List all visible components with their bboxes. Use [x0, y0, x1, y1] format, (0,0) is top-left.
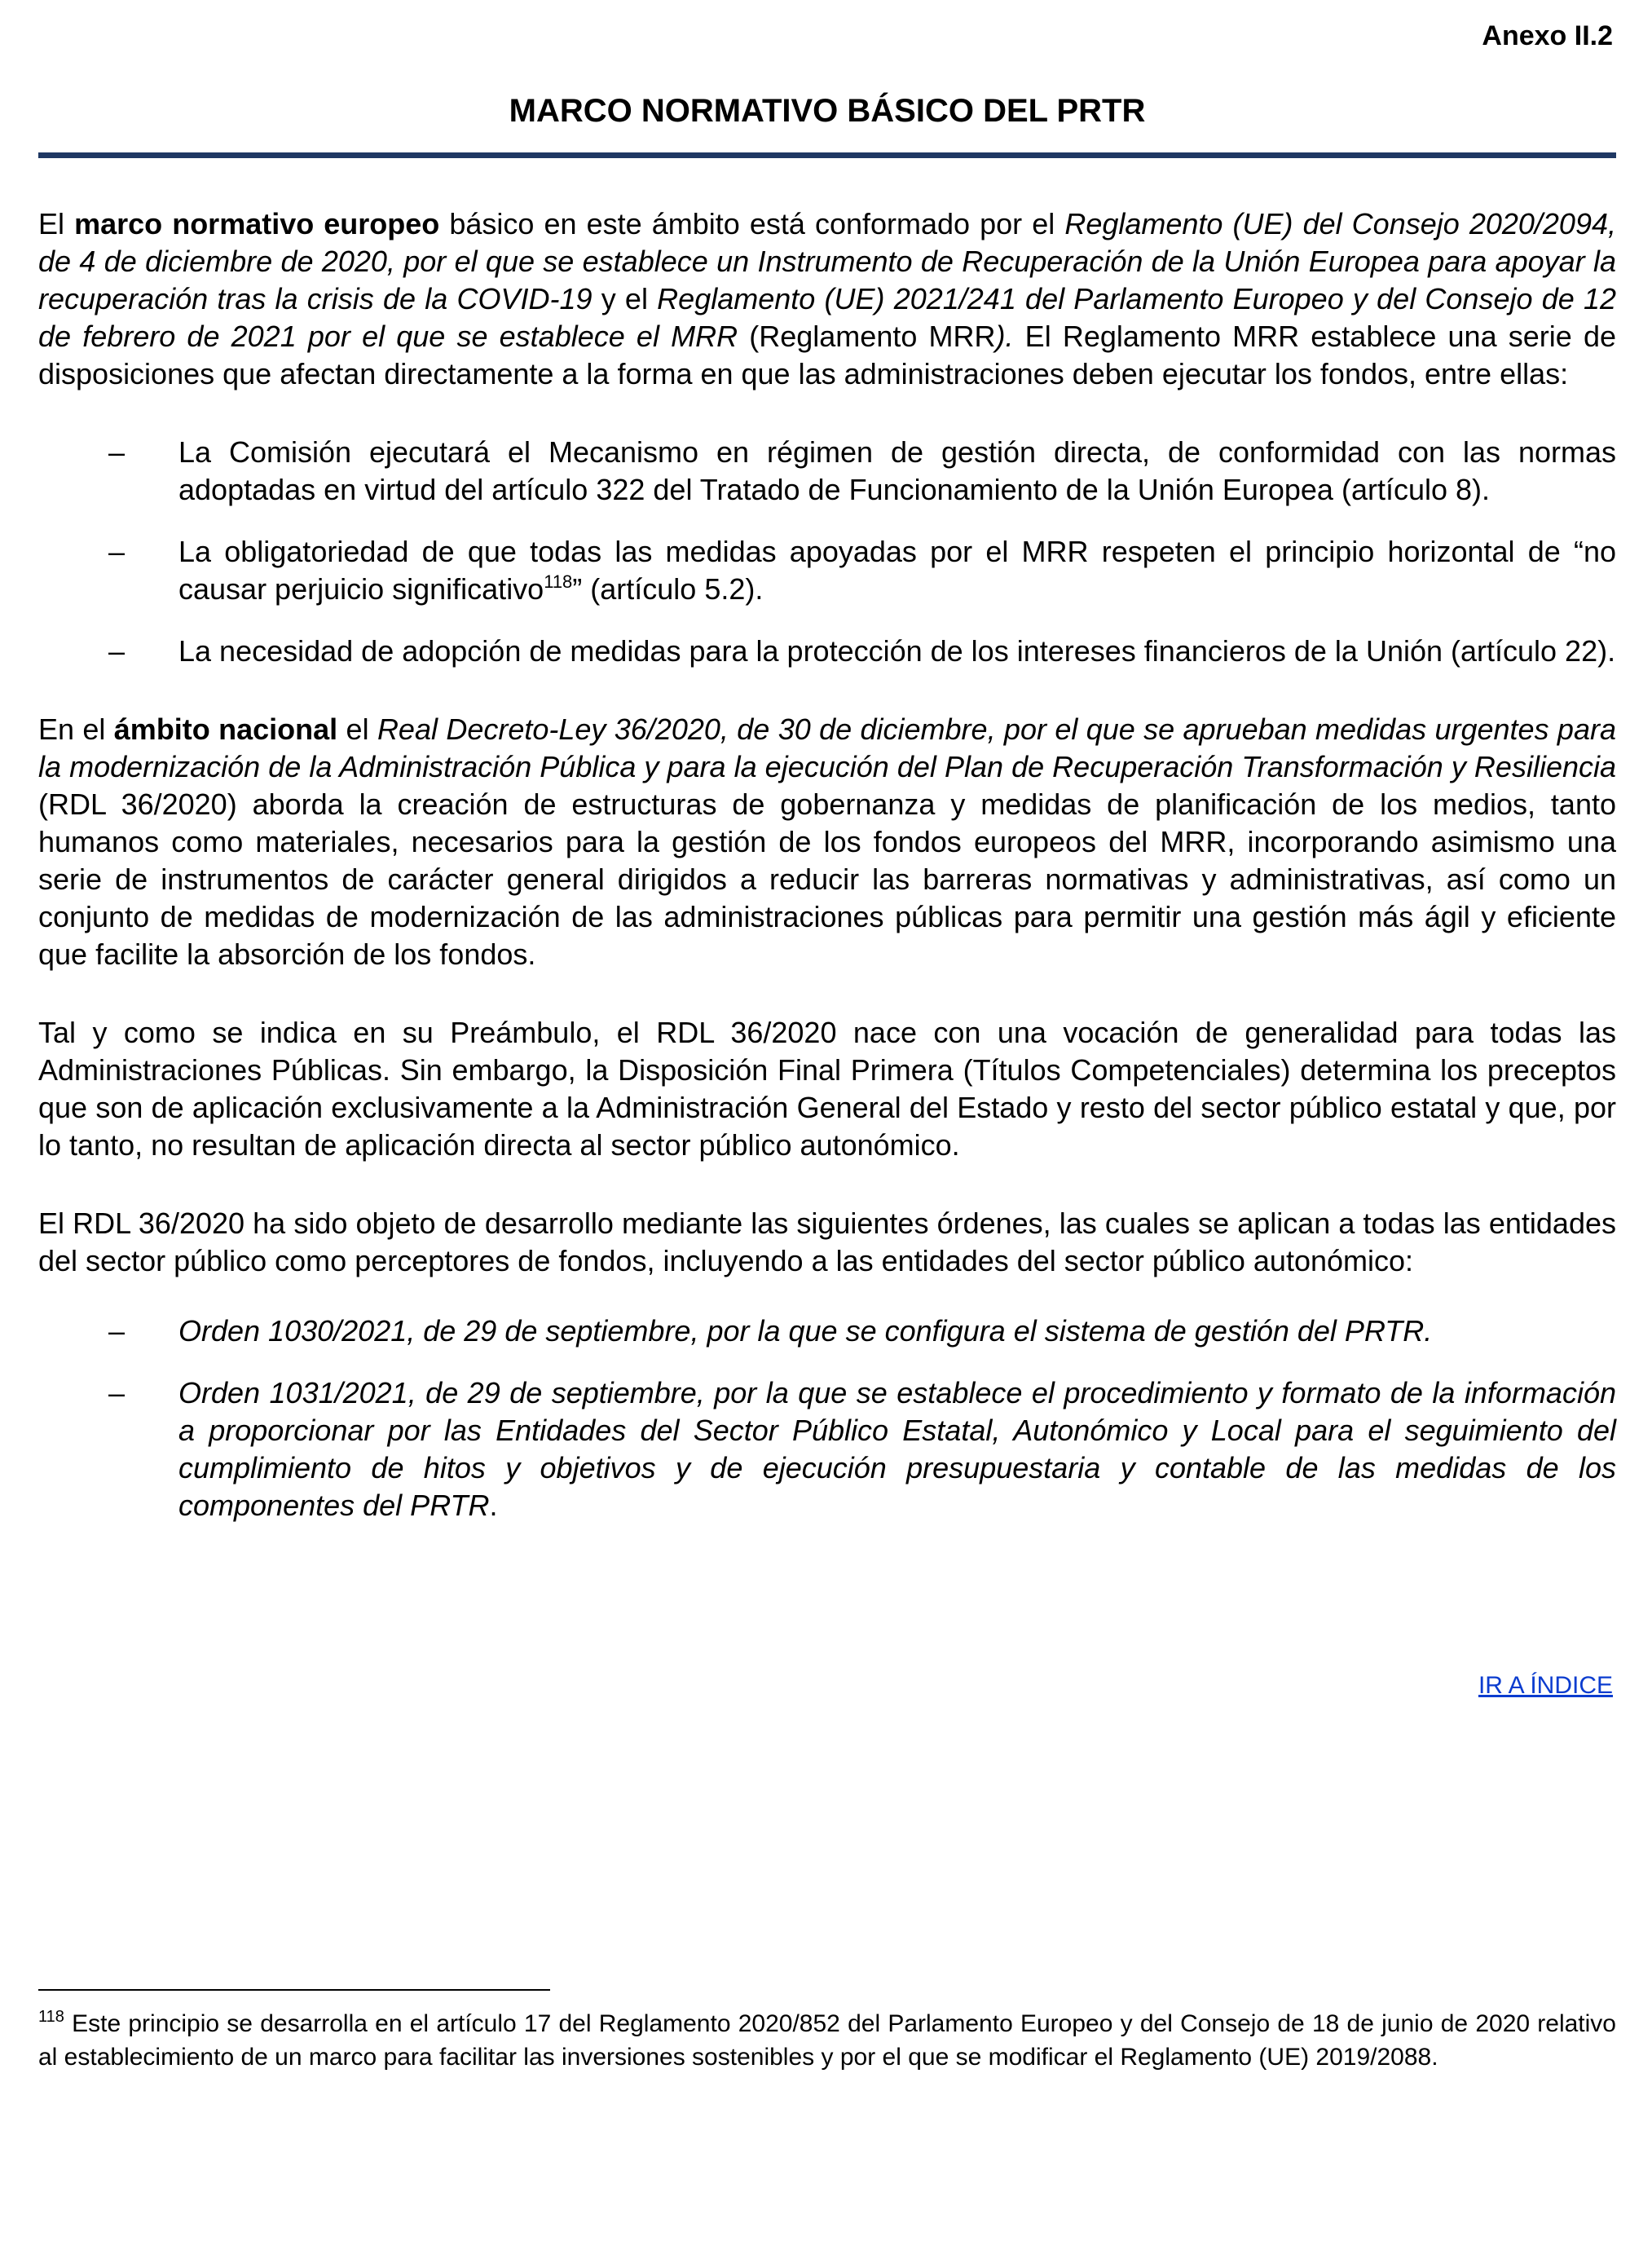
- paragraph-marco-europeo: [38, 205, 1616, 393]
- dash-bullet: –: [108, 435, 126, 469]
- text-run: (RDL 36/2020) aborda la creación de estructuras de gobernanza y medidas de planificación de los medios, tanto humanos como materiales, necesarios para la gestión de los fondos europeos del MRR, incorporando asimismo una serie de instrumentos de carácter general dirigidos a reducir las barreras normativas y administrativas, así como un conjunto de medidas de modernización de las administraciones públicas para permitir una gestión más ágil y eficiente que facilite la absorción de los fondos.: [38, 787, 1616, 971]
- text-run: ).: [995, 320, 1014, 353]
- text-run: el: [337, 712, 377, 746]
- list-item: [38, 1374, 1616, 1524]
- text-run: básico en este ámbito está conformado por el: [439, 207, 1065, 240]
- index-link[interactable]: IR A ÍNDICE: [1478, 1672, 1613, 1699]
- list-item-text: La Comisión ejecutará el Mecanismo en régimen de gestión directa, de conformidad con las normas adoptadas en virtud del artículo 322 del Tratado de Funcionamiento de la Unión Europea (artículo 8).: [178, 435, 1616, 506]
- title-divider: [38, 152, 1616, 158]
- decree-title: Real Decreto-Ley 36/2020, de 30 de diciembre, por el que se aprueban medidas urgentes para la modernización de la Administración Pública y para la ejecución del Plan de Recuperación Transformación y Resiliencia: [38, 712, 1616, 783]
- bold-term: ámbito nacional: [113, 712, 338, 746]
- regulation-title: Reglamento (UE) 2021/241 del Parlamento Europeo y del Consejo de 12 de febrero de 2021 por el que se establece el MRR: [38, 282, 1616, 353]
- list-item-text: ” (artículo 5.2).: [572, 572, 764, 606]
- paragraph-ordenes: El RDL 36/2020 ha sido objeto de desarrollo mediante las siguientes órdenes, las cuales se aplican a todas las entidades del sector público como perceptores de fondos, incluyendo a las entidades del sector público autonómico:: [38, 1206, 1616, 1277]
- list-item: [38, 434, 1616, 509]
- footnote-text: Este principio se desarrolla en el artículo 17 del Reglamento 2020/852 del Parlamento Europeo y del Consejo de 18 de junio de 2020 relativo al establecimiento de un marco para facilitar las inversiones sostenibles y por el que se modificar el Reglamento (UE) 2019/2088.: [38, 2010, 1616, 2071]
- list-item: [38, 633, 1616, 670]
- text-run: .: [489, 1489, 498, 1522]
- list-item: [38, 533, 1616, 608]
- text-run: (Reglamento MRR: [738, 320, 996, 353]
- order-title: Orden 1030/2021, de 29 de septiembre, por la que se configura el sistema de gestión del PRTR.: [178, 1314, 1433, 1348]
- order-title: Orden 1031/2021, de 29 de septiembre, por la que se establece el procedimiento y formato de la información a proporcionar por las Entidades del Sector Público Estatal, Autonómico y Local para el seguimiento del cumplimiento de hitos y objetivos y de ejecución presupuestaria y contable de las medidas de los componentes del PRTR: [178, 1376, 1616, 1522]
- paragraph-preambulo: Tal y como se indica en su Preámbulo, el RDL 36/2020 nace con una vocación de generalidad para todas las Administraciones Públicas. Sin embargo, la Disposición Final Primera (Títulos Competenciales) determina los preceptos que son de aplicación exclusivamente a la Administración General del Estado y resto del sector público estatal y que, por lo tanto, no resultan de aplicación directa al sector público autonómico.: [38, 1016, 1616, 1162]
- footnote: [38, 2007, 1616, 2074]
- dash-bullet: –: [108, 1314, 126, 1348]
- dash-bullet: –: [108, 634, 126, 668]
- list-item-text: La obligatoriedad de que todas las medidas apoyadas por el MRR respeten el principio horizontal de “no causar perjuicio significativo: [178, 535, 1616, 606]
- page-title: MARCO NORMATIVO BÁSICO DEL PRTR: [509, 93, 1146, 129]
- dash-bullet: –: [108, 1376, 126, 1409]
- regulation-title: Reglamento (UE) del Consejo 2020/2094, de 4 de diciembre de 2020, por el que se establece un Instrumento de Recuperación de la Unión Europea para apoyar la recuperación tras la crisis de la COVID-19: [38, 207, 1616, 315]
- footnote-reference[interactable]: 118: [544, 571, 573, 592]
- footnote-number: 118: [38, 2008, 64, 2026]
- bold-term: marco normativo europeo: [74, 207, 440, 240]
- text-run: El Reglamento MRR establece una serie de disposiciones que afectan directamente a la forma en que las administraciones deben ejecutar los fondos, entre ellas:: [38, 320, 1616, 390]
- annex-label: Anexo II.2: [1482, 20, 1613, 51]
- dash-bullet: –: [108, 535, 126, 568]
- text-run: y el: [592, 282, 658, 315]
- text-run: El: [38, 207, 75, 240]
- main-content: [38, 205, 1616, 1565]
- footnote-divider: [38, 1989, 550, 1991]
- paragraph-ambito-nacional: [38, 711, 1616, 973]
- text-run: En el: [38, 712, 114, 746]
- list-item-text: La necesidad de adopción de medidas para la protección de los intereses financieros de la Unión (artículo 22).: [178, 634, 1616, 668]
- mrr-provisions-list: [38, 434, 1616, 670]
- orders-list: [38, 1312, 1616, 1524]
- list-item: [38, 1312, 1616, 1350]
